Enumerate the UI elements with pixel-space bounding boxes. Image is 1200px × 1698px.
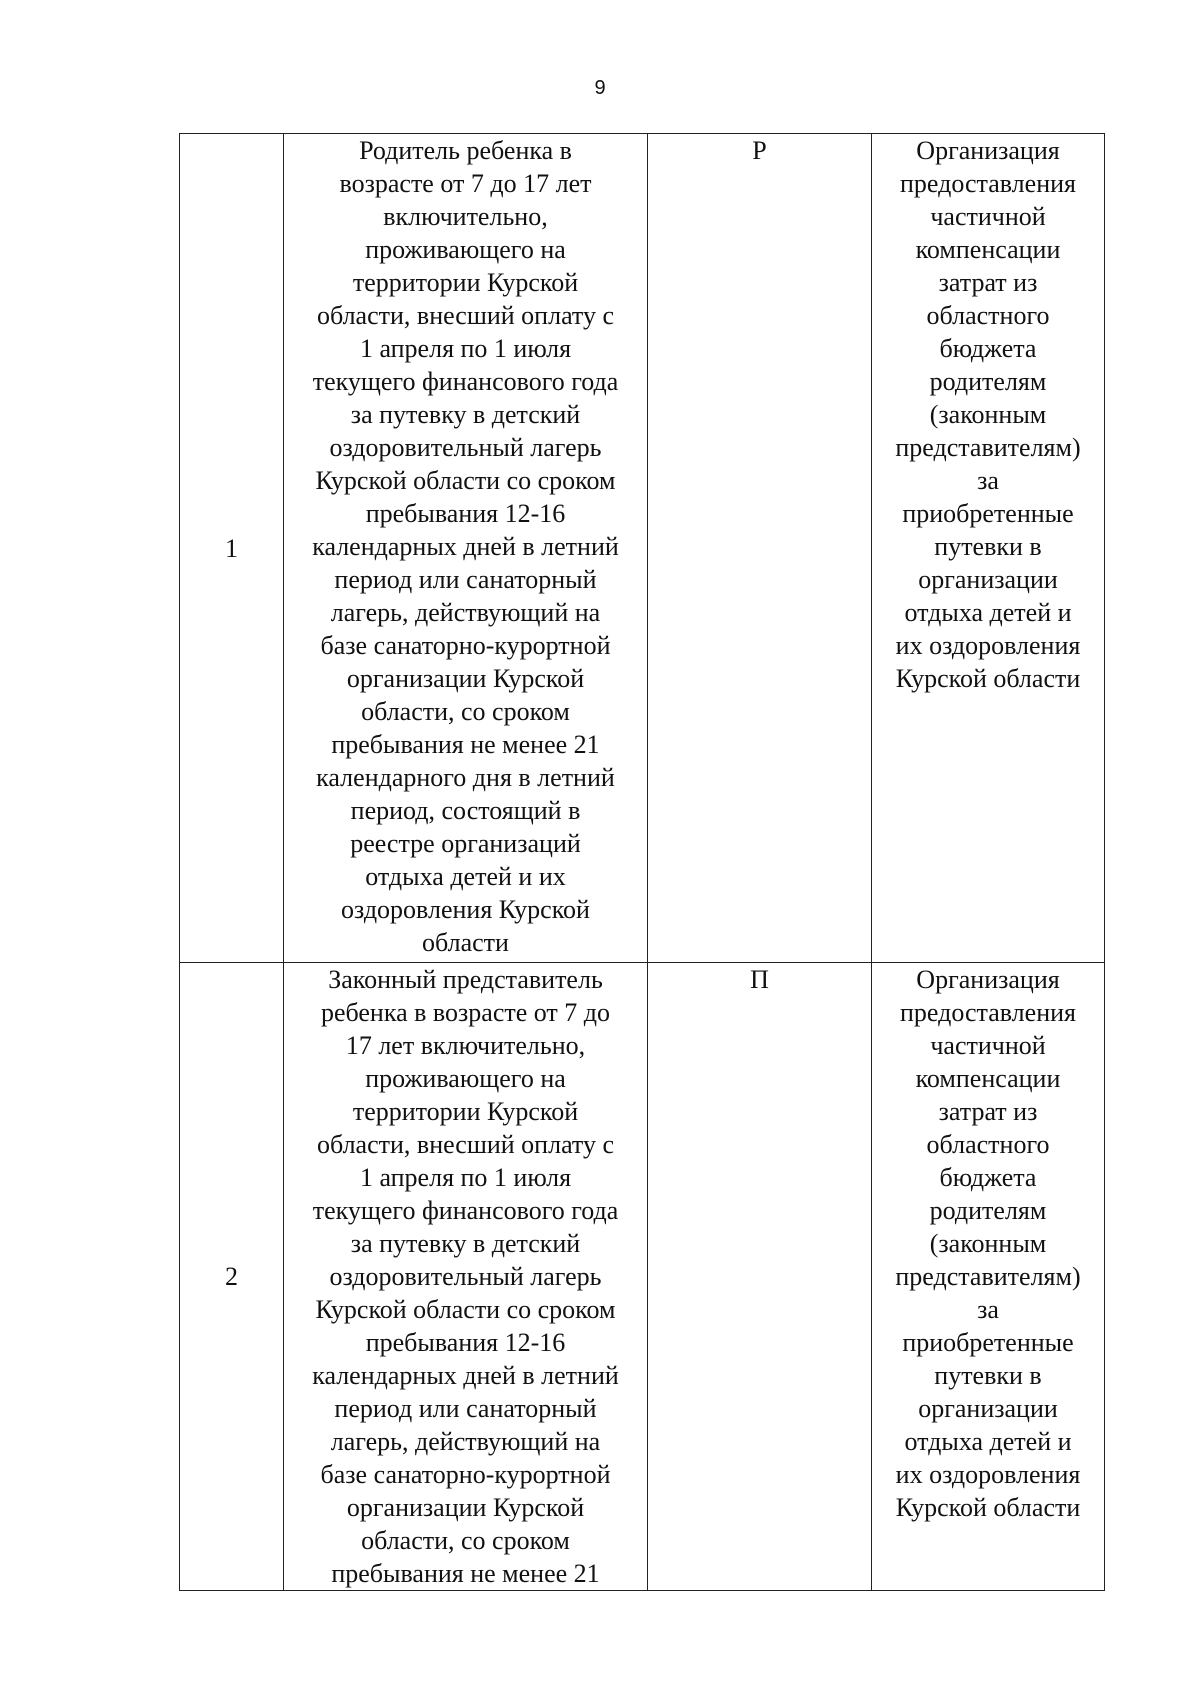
applicant-description-text: Законный представитель ребенка в возрасте от 7 до 17 лет включительно, проживающего на территории Курской области, внесший оплату с 1 апреля по 1 июля текущего финансового года за путевку в детский оздоровительный лагерь Курской области со сроком пребывания 12-16 календарных дней в летний период или санаторный лагерь, действующий на базе санаторно-курортной организации Курской области, со сроком пребывания не менее 21 (312, 965, 619, 1588)
page-number: 9 (594, 77, 606, 99)
row-number-cell: 1 (180, 134, 284, 963)
document-table (179, 133, 1105, 1591)
row-number-cell: 2 (180, 963, 284, 1591)
applicant-description-cell (284, 134, 648, 963)
category-code-cell: Р (648, 134, 872, 963)
table-row (180, 963, 1105, 1591)
category-code-cell: П (648, 963, 872, 1591)
service-name-text: Организация предоставления частичной компенсации затрат из областного бюджета родителям (законным представителям) за приобретенные путевки в организации отдыха детей и их оздоровления Курской области (895, 136, 1081, 693)
service-name-cell (872, 963, 1105, 1591)
service-name-cell (872, 134, 1105, 963)
table-row (180, 134, 1105, 963)
applicant-description-text: Родитель ребенка в возрасте от 7 до 17 лет включительно, проживающего на территории Курской области, внесший оплату с 1 апреля по 1 июля текущего финансового года за путевку в детский оздоровительный лагерь Курской области со сроком пребывания 12-16 календарных дней в летний период или санаторный лагерь, действующий на базе санаторно-курортной организации Курской области, со сроком пребывания не менее 21 календарного дня в летний период, состоящий в реестре организаций отдыха детей и их оздоровления Курской области (312, 136, 619, 957)
applicant-description-cell (284, 963, 648, 1591)
service-name-text: Организация предоставления частичной компенсации затрат из областного бюджета родителям (законным представителям) за приобретенные путевки в организации отдыха детей и их оздоровления Курской области (895, 965, 1081, 1522)
